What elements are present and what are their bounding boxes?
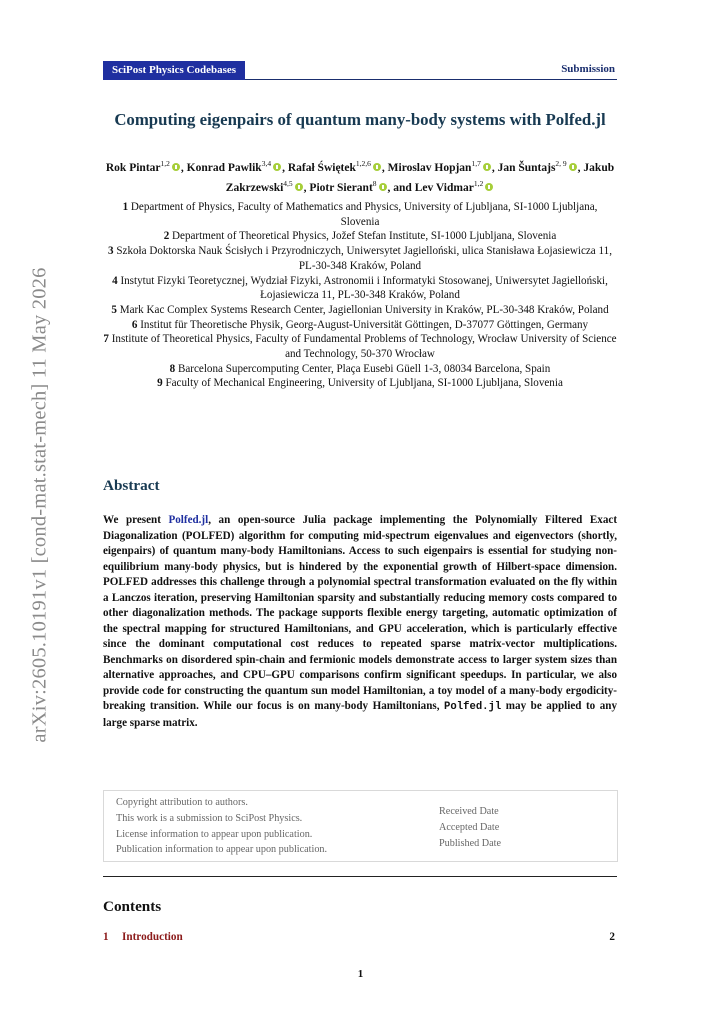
- page-header: [103, 61, 617, 80]
- affiliation: [103, 318, 617, 333]
- polfed-link[interactable]: Polfed.jl: [168, 514, 209, 526]
- author-separator: ,: [303, 181, 310, 194]
- copyright-box: [103, 790, 618, 862]
- affiliation-text: Institut für Theoretische Physik, Georg-August-Universität Göttingen, D-37077 Göttingen, Germany: [140, 318, 589, 331]
- author-affil-sup: 1,2: [160, 159, 170, 168]
- affiliation-text: Mark Kac Complex Systems Research Center, Jagiellonian University in Kraków, PL-30-348 Kraków, Poland: [119, 303, 609, 316]
- author-separator: ,: [180, 161, 187, 174]
- affiliation-number: 6: [131, 318, 138, 331]
- affiliation-number: 3: [108, 245, 114, 258]
- abstract-text: , an open-source Julia package implementing the Polynomially Filtered Exact Diagonalization (POLFED) algorithm for computing mid-spectrum eigenvalues and eigenvectors (shortly, eigenpairs) of quantum many-body Hamiltonians. Access to such eigenpairs is essential for studying non-equilibrium many-body physics, but is hindered by the exponential growth of Hilbert-space dimension. POLFED addresses this challenge through a polynomial spectral transformation evaluated on the fly within a Lanczos iteration, preserving Hamiltonian sparsity and substantially reducing memory costs compared to other diagonalization methods. The package supports flexible energy targeting, automatic optimization of the spectral mapping for structured Hamiltonians, and GPU acceleration, which is particularly effective since the dominant computational cost reduces to repeated sparse matrix-vector multiplications. Benchmarks on disordered spin-chain and fermionic models demonstrate access to larger system sizes than alternative approaches, and CPU–GPU comparisons confirm significant speedups. In particular, we also provide code for constructing the quantum sun model Hamiltonian, a toy model of a many-body ergodicity-breaking transition. While our focus is on many-body Hamiltonians,: [103, 514, 618, 712]
- toc-item-number: 1: [103, 931, 109, 943]
- author-separator: ,: [282, 161, 288, 174]
- author: [497, 159, 584, 174]
- author: [186, 159, 288, 174]
- date-info: [439, 804, 501, 851]
- affiliation-number: 7: [103, 333, 109, 346]
- author-affil-sup: 1,2,6: [355, 159, 371, 168]
- author-separator: ,: [577, 161, 584, 174]
- page-number: 1: [357, 968, 364, 980]
- affiliation: [103, 244, 617, 273]
- orcid-icon[interactable]: [569, 163, 577, 171]
- orcid-icon[interactable]: [295, 183, 303, 191]
- author-affil-sup: 1,7: [471, 159, 481, 168]
- abstract-body: [103, 513, 617, 731]
- arxiv-stamp: [18, 230, 62, 780]
- affiliation: [103, 332, 617, 361]
- submission-label: Submission: [561, 63, 615, 75]
- paper-title: Computing eigenpairs of quantum many-body systems with Polfed.jl: [114, 110, 606, 129]
- section-divider: [103, 876, 617, 877]
- author-name: Rok Pintar: [105, 161, 161, 174]
- affiliation-number: 5: [111, 303, 117, 316]
- author: [387, 159, 498, 174]
- copyright-line: License information to appear upon publication.: [116, 828, 313, 840]
- toc-item-page: 2: [609, 931, 615, 943]
- affiliation-text: Barcelona Supercomputing Center, Plaça Eusebi Güell 1-3, 08034 Barcelona, Spain: [177, 362, 551, 375]
- affiliation-number: 8: [169, 362, 176, 375]
- affiliation: [103, 274, 617, 303]
- affiliation-text: Department of Theoretical Physics, Jožef Stefan Institute, SI-1000 Ljubljana, Slovenia: [172, 230, 557, 243]
- contents-heading: Contents: [103, 898, 162, 915]
- author: [287, 159, 388, 174]
- affiliation-text: Department of Physics, Faculty of Mathematics and Physics, University of Ljubljana, SI-1000 Ljubljana, Slovenia: [130, 201, 598, 228]
- author-affil-sup: 2, 9: [555, 159, 567, 168]
- accepted-date: Accepted Date: [439, 821, 500, 833]
- author-name: Jan Šuntajs: [497, 161, 556, 174]
- affiliation-number: 4: [112, 274, 118, 287]
- published-date: Published Date: [439, 837, 501, 849]
- author-name: Miroslav Hopjan: [387, 161, 472, 174]
- author-name: Konrad Pawlik: [186, 161, 262, 174]
- author-separator: ,: [381, 161, 388, 174]
- affiliation-number: 1: [122, 201, 129, 213]
- orcid-icon[interactable]: [483, 163, 491, 171]
- affiliation: [103, 362, 617, 377]
- affiliation-text: Institute of Theoretical Physics, Faculty of Fundamental Problems of Technology, Wrocław University of Science and Technology, 50-370 Wrocław: [111, 333, 617, 361]
- author-name: Rafał Świętek: [287, 161, 356, 174]
- affiliation: [103, 200, 617, 229]
- copyright-info: [116, 795, 327, 858]
- abstract-heading: Abstract: [103, 477, 160, 494]
- orcid-icon[interactable]: [172, 163, 180, 171]
- abstract-tail: may be applied to any large sparse matrix.: [103, 700, 618, 729]
- author-affil-sup: 8: [372, 178, 377, 188]
- affiliation-text: Instytut Fizyki Teoretycznej, Wydział Fizyki, Astronomii i Informatyki Stosowanej, Uniwersytet Jagielloński, Łojasiewicza 11, PL-30-348 Kraków, Poland: [120, 274, 608, 302]
- author: [105, 159, 187, 174]
- affiliation-number: 2: [163, 230, 170, 243]
- affiliation-text: Faculty of Mechanical Engineering, University of Ljubljana, SI-1000 Ljubljana, Slovenia: [165, 377, 563, 390]
- author-affil-sup: 3,4: [261, 159, 272, 168]
- author: [414, 178, 494, 194]
- author-affil-sup: 1,2: [473, 178, 484, 188]
- copyright-line: Publication information to appear upon publication.: [116, 844, 328, 856]
- author-name: Jakub Zakrzewski: [225, 161, 615, 194]
- journal-badge: SciPost Physics Codebases: [103, 61, 245, 80]
- arxiv-stamp-text: arXiv:2605.10191v1 [cond-mat.stat-mech] 11 May 2026: [28, 267, 51, 743]
- copyright-line: Copyright attribution to authors.: [116, 797, 248, 808]
- affiliation-number: 9: [157, 377, 163, 390]
- author-affil-sup: 4,5: [283, 178, 293, 188]
- affiliation: [103, 376, 617, 391]
- abstract-intro: We present: [103, 514, 169, 526]
- affiliation-text: Szkoła Doktorska Nauk Ścisłych i Przyrodniczych, Uniwersytet Jagielloński, ulica Stanisława Łojasiewicza 11, PL-30-348 Kraków, Poland: [116, 245, 612, 272]
- author-separator: , and: [387, 181, 415, 194]
- affiliation: [103, 229, 617, 244]
- affiliation: [103, 303, 617, 318]
- orcid-icon[interactable]: [379, 183, 387, 191]
- author-name: Lev Vidmar: [414, 181, 474, 194]
- toc-item-title[interactable]: Introduction: [122, 931, 183, 943]
- package-code-name: Polfed.jl: [444, 701, 502, 713]
- author-list: [103, 156, 617, 196]
- orcid-icon[interactable]: [485, 183, 493, 191]
- received-date: Received Date: [439, 806, 499, 817]
- author: [309, 178, 415, 194]
- author-separator: ,: [491, 161, 498, 174]
- affiliation-list: [103, 200, 617, 391]
- copyright-line: This work is a submission to SciPost Physics.: [116, 812, 303, 824]
- orcid-icon[interactable]: [373, 163, 381, 171]
- author-name: Piotr Sierant: [309, 181, 373, 194]
- orcid-icon[interactable]: [273, 163, 281, 171]
- toc-item[interactable]: [103, 931, 617, 943]
